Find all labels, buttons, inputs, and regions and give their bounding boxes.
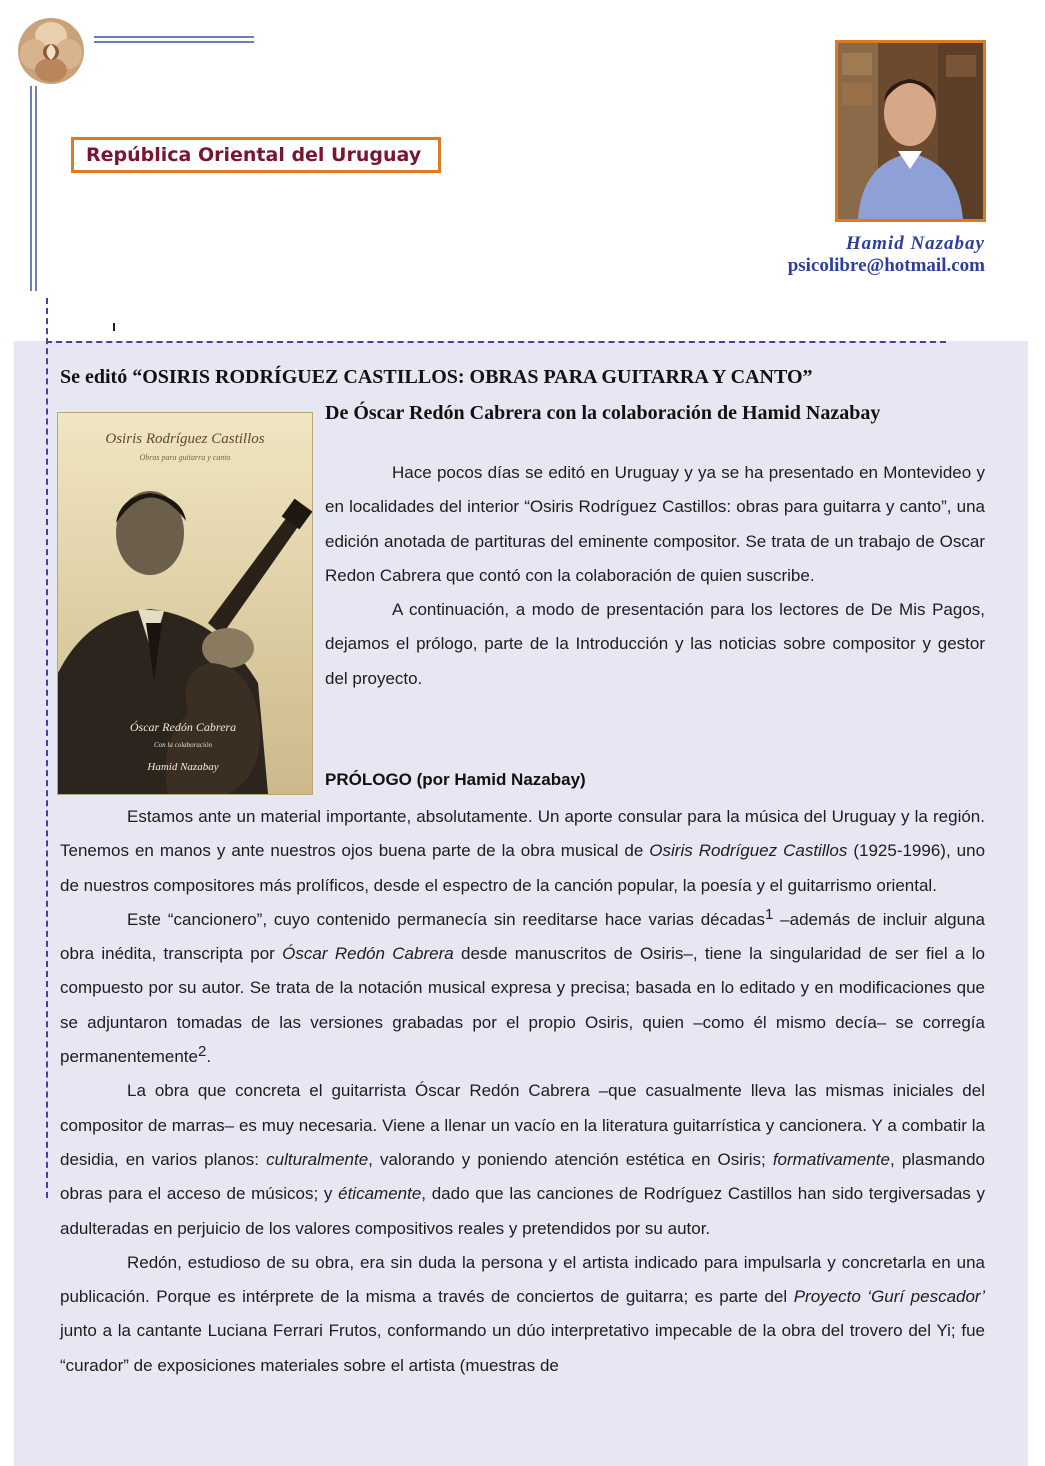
header-line-top-2 [94, 41, 254, 43]
prologue-paragraph-4 [60, 1246, 985, 1383]
book-cover [57, 412, 313, 795]
book-cover-author: Óscar Redón Cabrera [129, 720, 237, 734]
book-cover-image [58, 413, 312, 794]
intro-text [325, 456, 985, 696]
author-name: Hamid Nazabay [845, 233, 985, 254]
author-portrait-image [838, 43, 983, 219]
flower-logo [14, 14, 88, 88]
book-cover-title: Osiris Rodríguez Castillos [105, 431, 265, 447]
country-label: República Oriental del Uruguay [71, 137, 441, 173]
author-info [788, 233, 985, 277]
dashed-divider-horizontal [46, 341, 946, 343]
p3-text-3: , plasmando obras para el acceso de músicos; y [60, 1149, 985, 1204]
p3-emphasis-3: éticamente [338, 1184, 422, 1204]
article-subhead: De Óscar Redón Cabrera con la colaboración de Hamid Nazabay [325, 402, 881, 424]
header-line-left-2 [35, 86, 37, 291]
p4-emphasis: Proyecto ‘Gurí pescador’ [793, 1287, 985, 1307]
p2-text-3: desde manuscritos de Osiris–, tiene la singularidad de ser fiel a lo compuesto por su autor. Se trata de la notación musical expresa y precisa; basada en lo editado y en modificaciones que se adjuntaron tomadas de las versiones grabadas por el propio Osiris, quien –como él mismo decía– se corregía permanentemente [60, 944, 986, 1067]
p2-emphasis: Óscar Redón Cabrera [282, 944, 454, 964]
p3-text-2: , valorando y poniendo atención estética en Osiris; [368, 1149, 773, 1169]
p1-text-end: (1925-1996), uno de nuestros compositores más prolíficos, desde el espectro de la canción popular, la poesía y el guitarrismo oriental. [60, 841, 986, 895]
p3-text: La obra que concreta el guitarrista Óscar Redón Cabrera –que casualmente lleva las mismas iniciales del compositor de marras– es muy necesaria. Viene a llenar un vacío en la literatura guitarrística y cancionera. Y a combatir la desidia, en varios planos: [60, 1081, 985, 1169]
p4-text: Redón, estudioso de su obra, era sin duda la persona y el artista indicado para impulsarla y concretarla en una publicación. Porque es intérprete de la misma a través de conciertos de guitarra; es parte del [60, 1252, 985, 1307]
prologue-text [60, 800, 985, 1383]
p4-text-end: junto a la cantante Luciana Ferrari Frutos, conformando un dúo interpretativo impecable de la obra del trovero del Yi; fue “curador” de exposiciones materiales sobre el artista (muestras de [60, 1321, 985, 1375]
prologue-paragraph-1 [60, 800, 985, 903]
dashed-divider-vertical [46, 298, 48, 1198]
p3-emphasis-2: formativamente [772, 1149, 890, 1169]
p1-text: Estamos ante un material importante, absolutamente. Un aporte consular para la música del Uruguay y la región. Tenemos en manos y ante nuestros ojos buena parte de la obra musical de [60, 807, 985, 861]
prologue-paragraph-3 [60, 1074, 985, 1245]
prologue-heading: PRÓLOGO (por Hamid Nazabay) [325, 770, 586, 789]
p1-emphasis: Osiris Rodríguez Castillos [649, 841, 848, 861]
p2-text-2: –además de incluir alguna obra inédita, transcripta por [60, 909, 985, 964]
footnote-ref-2[interactable]: 2 [197, 1043, 207, 1061]
book-cover-subtitle: Obras para guitarra y canto [139, 453, 231, 462]
intro-paragraph-2: A continuación, a modo de presentación para los lectores de De Mis Pagos, dejamos el prólogo, parte de la Introducción y las noticias sobre compositor y gestor del proyecto. [325, 600, 985, 688]
author-photo [835, 40, 986, 222]
header-line-left [30, 86, 32, 291]
tick-mark [113, 323, 115, 331]
p3-emphasis-1: culturalmente [266, 1149, 369, 1169]
book-cover-collab: Hamid Nazabay [147, 761, 219, 773]
p2-text-end: . [206, 1047, 212, 1067]
p2-text: Este “cancionero”, cuyo contenido permanecía sin reeditarse hace varias décadas [127, 909, 765, 929]
p3-text-end: , dado que las canciones de Rodríguez Castillos han sido tergiversadas y adulteradas en perjuicio de los valores compositivos reales y pretendidos por su autor. [60, 1184, 986, 1238]
book-cover-collab-label: Con la colaboración [154, 741, 212, 749]
header-line-top [94, 36, 254, 38]
author-email[interactable]: psicolibre@hotmail.com [787, 255, 985, 276]
intro-paragraph-1: Hace pocos días se editó en Uruguay y ya se ha presentado en Montevideo y en localidades del interior “Osiris Rodríguez Castillos: obras para guitarra y canto”, una edición anotada de partituras del eminente compositor. Se trata de un trabajo de Oscar Redon Cabrera que contó con la colaboración de quien suscribe. [325, 463, 985, 585]
prologue-paragraph-2 [60, 903, 985, 1074]
article-headline: Se editó “OSIRIS RODRÍGUEZ CASTILLOS: OBRAS PARA GUITARRA Y CANTO” [60, 366, 813, 388]
footnote-ref-1[interactable]: 1 [765, 905, 774, 923]
